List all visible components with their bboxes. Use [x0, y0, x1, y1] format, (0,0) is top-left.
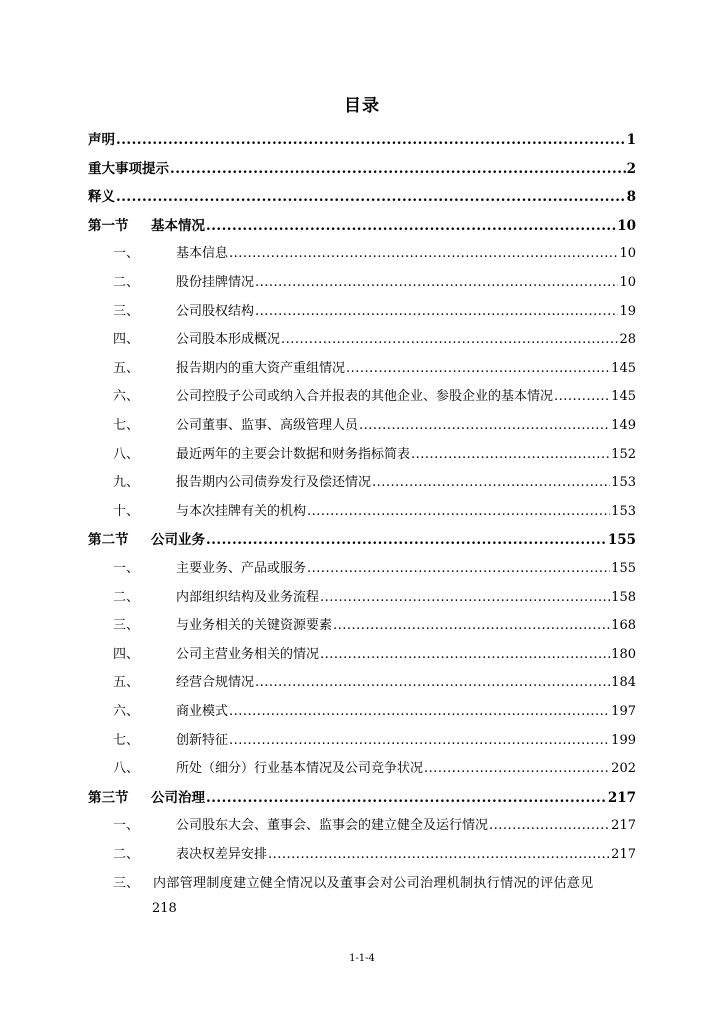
toc-entry-page: 10 — [617, 218, 636, 234]
toc-entry-number: 七、 — [113, 418, 140, 433]
toc-entry-label: 内部管理制度建立健全情况以及董事会对公司治理机制执行情况的评估意见 — [153, 876, 594, 891]
toc-entry-number: 五、 — [113, 675, 140, 690]
toc-entry[interactable] — [88, 531, 636, 549]
toc-entry-label: 经营合规情况 — [176, 675, 255, 690]
toc-entry-page: 149 — [611, 418, 636, 433]
toc-entry-page: 8 — [626, 189, 636, 205]
toc-entry-page: 217 — [607, 790, 636, 806]
toc-entry[interactable] — [113, 560, 636, 578]
toc-entry[interactable] — [113, 274, 636, 292]
toc-entry-number: 四、 — [113, 647, 140, 662]
toc-leader-dots — [411, 446, 610, 464]
toc-entry-page: 145 — [611, 361, 636, 376]
toc-entry-page: 202 — [611, 761, 636, 776]
toc-entry-page: 218 — [152, 901, 177, 916]
toc-entry-number: 第二节 — [88, 532, 129, 548]
toc-leader-dots — [307, 560, 610, 578]
toc-leader-dots — [229, 245, 618, 263]
toc-entry-label: 股份挂牌情况 — [176, 275, 255, 290]
toc-entry-page: 155 — [611, 561, 636, 576]
toc-entry-page: 180 — [611, 647, 636, 662]
toc-entry[interactable] — [113, 503, 636, 521]
toc-entry[interactable] — [88, 160, 636, 178]
toc-entry-label: 表决权差异安排 — [176, 847, 268, 862]
toc-entry-page: 1 — [626, 132, 636, 148]
toc-entry-number: 一、 — [113, 561, 140, 576]
toc-entry-number: 六、 — [113, 389, 140, 404]
toc-entry-label: 基本信息 — [176, 246, 229, 261]
toc-leader-dots — [346, 360, 610, 378]
toc-leader-dots — [229, 732, 610, 750]
toc-entry-page: 199 — [611, 733, 636, 748]
toc-leader-dots — [268, 846, 610, 864]
toc-entry-page: 155 — [607, 532, 636, 548]
toc-entry-label: 报告期内的重大资产重组情况 — [176, 361, 346, 376]
toc-entry-label: 公司主营业务相关的情况 — [176, 647, 320, 662]
toc-entry[interactable] — [113, 331, 636, 349]
toc-entry[interactable] — [113, 703, 636, 721]
toc-entry-number: 四、 — [113, 332, 140, 347]
toc-entry[interactable] — [113, 303, 636, 321]
toc-leader-dots — [116, 131, 626, 149]
toc-entry[interactable] — [113, 360, 636, 378]
toc-leader-dots — [424, 760, 610, 778]
toc-entry-page: 153 — [611, 475, 636, 490]
toc-leader-dots — [255, 274, 618, 292]
toc-entry[interactable] — [113, 446, 636, 464]
toc-entry-number: 五、 — [113, 361, 140, 376]
toc-entry-label: 公司股权结构 — [176, 304, 255, 319]
toc-entry-number: 第一节 — [88, 218, 129, 234]
toc-leader-dots — [206, 531, 607, 549]
toc-entry[interactable] — [113, 245, 636, 263]
toc-entry[interactable] — [113, 646, 636, 664]
toc-entry-page: 19 — [619, 304, 636, 319]
toc-entry-label: 公司业务 — [151, 532, 205, 548]
toc-entry[interactable] — [88, 188, 636, 206]
toc-entry-label: 所处（细分）行业基本情况及公司竞争状况 — [176, 761, 424, 776]
toc-leader-dots — [206, 789, 607, 807]
toc-entry-label: 公司股东大会、董事会、监事会的建立健全及运行情况 — [176, 818, 489, 833]
toc-entry-label: 重大事项提示 — [88, 161, 169, 177]
toc-entry-label: 商业模式 — [176, 704, 229, 719]
toc-entry-label: 创新特征 — [176, 733, 229, 748]
toc-leader-dots — [333, 617, 610, 635]
toc-entry-number: 第三节 — [88, 790, 129, 806]
toc-entry-label: 公司股本形成概况 — [176, 332, 281, 347]
toc-entry-label: 与业务相关的关键资源要素 — [176, 618, 333, 633]
toc-entry-number: 八、 — [113, 761, 140, 776]
toc-entry-page: 168 — [611, 618, 636, 633]
toc-entry-number: 三、 — [113, 876, 140, 891]
toc-entry-page: 2 — [626, 161, 636, 177]
toc-entry-number: 一、 — [113, 246, 140, 261]
toc-entry-page: 145 — [611, 389, 636, 404]
toc-entry-number: 八、 — [113, 447, 140, 462]
toc-leader-dots — [554, 388, 610, 406]
toc-leader-dots — [320, 589, 610, 607]
toc-entry-label: 报告期内公司债券发行及偿还情况 — [176, 475, 372, 490]
toc-entry[interactable] — [113, 388, 636, 406]
toc-entry[interactable] — [113, 817, 636, 835]
toc-entry-number: 三、 — [113, 304, 140, 319]
toc-entry-number: 三、 — [113, 618, 140, 633]
toc-entry-number: 七、 — [113, 733, 140, 748]
toc-entry-page: 152 — [611, 447, 636, 462]
toc-leader-dots — [320, 646, 610, 664]
toc-leader-dots — [307, 503, 610, 521]
toc-entry[interactable] — [113, 417, 636, 435]
toc-leader-dots — [116, 188, 626, 206]
toc-leader-dots — [255, 303, 618, 321]
toc-leader-dots — [170, 160, 626, 178]
toc-entry-label: 公司董事、监事、高级管理人员 — [176, 418, 359, 433]
toc-entry-number: 六、 — [113, 704, 140, 719]
toc-entry-page: 217 — [611, 818, 636, 833]
toc-leader-dots — [372, 474, 610, 492]
toc-leader-dots — [229, 703, 610, 721]
toc-leader-dots — [489, 817, 610, 835]
toc-entry-number: 二、 — [113, 590, 140, 605]
toc-leader-dots — [359, 417, 610, 435]
toc-entry[interactable] — [88, 789, 636, 807]
toc-entry-page: 153 — [611, 504, 636, 519]
toc-entry-number: 九、 — [113, 475, 140, 490]
toc-leader-dots — [255, 674, 610, 692]
toc-entry-page: 10 — [619, 275, 636, 290]
toc-title: 目录 — [344, 96, 380, 116]
toc-entry[interactable] — [113, 589, 636, 607]
toc-entry-label: 内部组织结构及业务流程 — [176, 590, 320, 605]
toc-entry[interactable] — [113, 846, 636, 864]
toc-entry[interactable] — [113, 674, 636, 692]
page-footer: 1-1-4 — [349, 953, 375, 964]
toc-entry-number: 一、 — [113, 818, 140, 833]
toc-entry-label: 基本情况 — [151, 218, 205, 234]
toc-entry-label: 释义 — [88, 189, 115, 205]
toc-entry-page: 28 — [619, 332, 636, 347]
toc-entry-page: 184 — [611, 675, 636, 690]
toc-entry-label: 与本次挂牌有关的机构 — [176, 504, 307, 519]
toc-entry[interactable] — [113, 732, 636, 750]
toc-entry[interactable] — [88, 217, 636, 235]
toc-entry-page: 217 — [611, 847, 636, 862]
toc-leader-dots — [281, 331, 618, 349]
toc-entry-label: 最近两年的主要会计数据和财务指标简表 — [176, 447, 411, 462]
toc-entry-label: 主要业务、产品或服务 — [176, 561, 307, 576]
toc-entry-label: 声明 — [88, 132, 115, 148]
toc-entry-page: 158 — [611, 590, 636, 605]
toc-leader-dots — [206, 217, 616, 235]
toc-entry-number: 二、 — [113, 847, 140, 862]
toc-entry[interactable] — [88, 131, 636, 149]
toc-entry-number: 二、 — [113, 275, 140, 290]
toc-entry-number: 十、 — [113, 504, 140, 519]
toc-entry[interactable] — [113, 875, 643, 893]
toc-entry-label: 公司控股子公司或纳入合并报表的其他企业、参股企业的基本情况 — [176, 389, 554, 404]
toc-entry[interactable] — [113, 617, 636, 635]
toc-entry-page: 197 — [611, 704, 636, 719]
toc-entry[interactable] — [113, 474, 636, 492]
toc-entry-label: 公司治理 — [151, 790, 205, 806]
toc-entry-page: 10 — [619, 246, 636, 261]
toc-entry[interactable] — [113, 760, 636, 778]
